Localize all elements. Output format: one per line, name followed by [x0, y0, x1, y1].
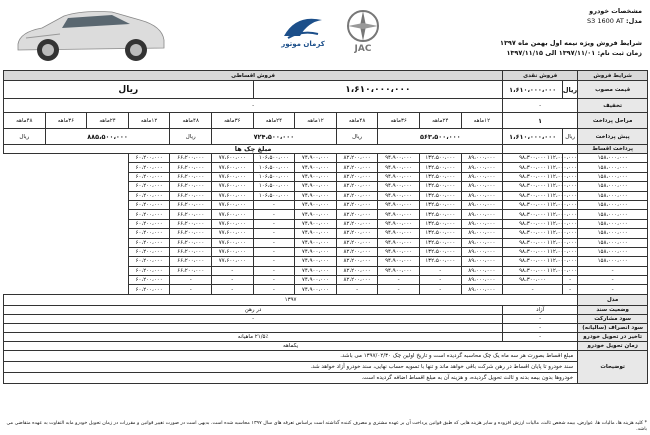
cheque-cell: ۱۱۲،۰۰۰،۰۰۰ — [547, 258, 578, 265]
row-model: مدل — [578, 294, 648, 305]
cheque-cell: ۶۰،۲۰۰،۰۰۰ — [128, 172, 170, 181]
cheque-cell: ۹۸،۳۰۰،۰۰۰ — [503, 191, 563, 200]
cheque-cell: - — [419, 285, 461, 294]
term-cell: ۳۶ماهه — [45, 113, 87, 129]
cheque-cell: ۱۵۸،۰۰۰،۰۰۰ — [578, 210, 648, 219]
cheque-cell: ۱۰۶،۵۰۰،۰۰۰ — [253, 182, 295, 191]
cheque-cell: - — [212, 276, 254, 285]
cash-penalty: - — [503, 323, 578, 332]
cheque-cell: ۷۴،۹۰۰،۰۰۰ — [295, 219, 337, 228]
cheque-cell: ۸۹،۰۰۰،۰۰۰ — [461, 182, 503, 191]
cheque-cell: ۹۸،۳۰۰،۰۰۰ — [503, 238, 563, 247]
cheque-cell: - — [253, 229, 295, 238]
cheque-cell: ۹۸،۳۰۰،۰۰۰ — [503, 182, 563, 191]
cheque-cell: ۷۷،۶۰۰،۰۰۰ — [212, 172, 254, 181]
cheque-cell: ۸۲،۲۰۰،۰۰۰ — [336, 238, 378, 247]
cheque-cell: ۱۵۸،۰۰۰،۰۰۰ — [578, 229, 648, 238]
term-cell: ۱۲ماهه — [295, 113, 337, 129]
cheque-cell: ۱۳۲،۵۰۰،۰۰۰ — [419, 247, 461, 256]
cheque-cell: - — [419, 266, 461, 275]
cheque-cell: ۹۴،۹۰۰،۰۰۰ — [378, 219, 420, 228]
cheque-cell: ۷۷،۶۰۰،۰۰۰ — [212, 154, 254, 163]
cheque-cell: ۱۳۲،۵۰۰،۰۰۰ — [419, 229, 461, 238]
cheque-cell: ۸۹،۰۰۰،۰۰۰ — [461, 210, 503, 219]
header — [0, 0, 650, 70]
cheque-cell: ۷۷،۶۰۰،۰۰۰ — [212, 229, 254, 238]
row-payment-stages: مراحل پرداخت — [578, 113, 648, 129]
cheque-cell: ۶۶،۲۰۰،۰۰۰ — [170, 257, 212, 266]
cheque-cell: - — [170, 285, 212, 294]
term-cell: ۲۴ماهه — [253, 113, 295, 129]
cheque-cell: ۱۵۸،۰۰۰،۰۰۰ — [578, 191, 648, 200]
row-installments: پرداخت اقساط — [578, 145, 648, 154]
cheque-cell: ۹۴،۹۰۰،۰۰۰ — [378, 247, 420, 256]
cheque-cell: ۱۳۲،۵۰۰،۰۰۰ — [419, 200, 461, 209]
cheque-cell: ۱۳۲،۵۰۰،۰۰۰ — [419, 182, 461, 191]
cheque-cell: ۹۸،۳۰۰،۰۰۰ — [503, 266, 563, 275]
cheque-cell: ۹۴،۹۰۰،۰۰۰ — [378, 172, 420, 181]
cheque-cell: ۷۷،۶۰۰،۰۰۰ — [212, 247, 254, 256]
cheque-cell: ۸۲،۲۰۰،۰۰۰ — [336, 276, 378, 285]
cheque-cell: ۹۸،۳۰۰،۰۰۰ — [503, 247, 563, 256]
cheque-cell: ۸۲،۲۰۰،۰۰۰ — [336, 247, 378, 256]
term-cell: ۲۴ماهه — [419, 113, 461, 129]
inst-prepay-1: ۵۶۳،۵۰۰،۰۰۰ — [378, 129, 503, 145]
cheque-cell: - — [253, 210, 295, 219]
cheque-cell: ۹۴،۹۰۰،۰۰۰ — [378, 266, 420, 275]
cheque-cell: ۹۴،۹۰۰،۰۰۰ — [378, 200, 420, 209]
cheque-cell: ۶۰،۲۰۰،۰۰۰ — [128, 191, 170, 200]
cheque-cell: ۹۴،۹۰۰،۰۰۰ — [378, 182, 420, 191]
cheque-row — [4, 163, 648, 172]
cheque-cell: ۶۰،۲۰۰،۰۰۰ — [128, 238, 170, 247]
note-line: سند خودرو تا پایان اقساط در رهن شرکت باقی خواهد ماند و تنها با تسویه حساب نهایی، سند خودرو آزاد خواهد شد. — [4, 361, 578, 372]
cheque-row — [4, 229, 648, 238]
cheque-cell: ۱۳۲،۵۰۰،۰۰۰ — [419, 154, 461, 163]
cheque-cell: ۱۱۲،۰۰۰،۰۰۰ — [547, 220, 578, 227]
model-label: مدل: — [625, 17, 642, 25]
cheque-cell: - — [253, 276, 295, 285]
cheque-row — [4, 154, 648, 163]
cheque-cell: ۱۳۲،۵۰۰،۰۰۰ — [419, 172, 461, 181]
term-cell: ۴۸ماهه — [170, 113, 212, 129]
cheque-cell: ۸۹،۰۰۰،۰۰۰ — [461, 238, 503, 247]
term-cell: ۳۶ماهه — [212, 113, 254, 129]
inst-penalty — [4, 323, 503, 332]
cheque-cell: ۷۷،۶۰۰،۰۰۰ — [212, 238, 254, 247]
cheque-cell: ۱۱۲،۰۰۰،۰۰۰ — [547, 155, 578, 162]
row-approved-price: قیمت مصوب — [578, 81, 648, 99]
cheque-cell: ۸۲،۲۰۰،۰۰۰ — [336, 257, 378, 266]
cheque-cell: ۶۶،۲۰۰،۰۰۰ — [170, 229, 212, 238]
cheque-cell: ۱۱۲،۰۰۰،۰۰۰ — [547, 249, 578, 256]
cheque-row — [4, 266, 648, 275]
cheque-row — [4, 219, 648, 228]
cheque-cell: ۷۷،۶۰۰،۰۰۰ — [212, 200, 254, 209]
cheque-cell: ۸۹،۰۰۰،۰۰۰ — [461, 247, 503, 256]
cheque-cell: ۹۸،۳۰۰،۰۰۰ — [503, 219, 563, 228]
kerman-motor-text: کرمان موتور — [281, 40, 325, 48]
cheque-cell: ۱۵۸،۰۰۰،۰۰۰ — [578, 200, 648, 209]
cheque-cell: ۱۱۲،۰۰۰،۰۰۰ — [547, 164, 578, 171]
cheque-cell: ۹۸،۳۰۰،۰۰۰ — [503, 154, 563, 163]
cheque-cell: ۸۲،۲۰۰،۰۰۰ — [336, 266, 378, 275]
cheque-row — [4, 191, 648, 200]
cheque-cell: ۱۳۲،۵۰۰،۰۰۰ — [419, 219, 461, 228]
cheque-row — [4, 276, 648, 285]
cheque-cell: ۸۹،۰۰۰،۰۰۰ — [461, 219, 503, 228]
cheque-row — [4, 210, 648, 219]
cheque-cell: ۱۰۶،۵۰۰،۰۰۰ — [253, 172, 295, 181]
cheque-cell: - — [378, 276, 420, 285]
cheque-cell: ۱۳۲،۵۰۰،۰۰۰ — [419, 238, 461, 247]
cheque-cell: ۱۱۲،۰۰۰،۰۰۰ — [547, 230, 578, 237]
cheque-cell: ۶۰،۲۰۰،۰۰۰ — [128, 285, 170, 294]
conditions-title: شرایط فروش ویژه نیمه اول بهمن ماه ۱۳۹۷ — [500, 39, 642, 47]
cheque-cell: ۱۰۶،۵۰۰،۰۰۰ — [253, 154, 295, 163]
cash-doc: آزاد — [503, 305, 578, 314]
cheque-cell: ۹۴،۹۰۰،۰۰۰ — [378, 154, 420, 163]
cheque-cell: ۶۰،۲۰۰،۰۰۰ — [128, 266, 170, 275]
cheque-cell: ۹۸،۳۰۰،۰۰۰ — [503, 257, 563, 266]
cheque-cell: ۸۲،۲۰۰،۰۰۰ — [336, 172, 378, 181]
cheque-cell: - — [212, 285, 254, 294]
cheque-cell: ۸۹،۰۰۰،۰۰۰ — [461, 200, 503, 209]
cheque-cell: ۸۹،۰۰۰،۰۰۰ — [461, 276, 503, 285]
cheque-row — [4, 257, 648, 266]
cheque-cell: ۸۹،۰۰۰،۰۰۰ — [461, 172, 503, 181]
cheque-cell: - — [378, 285, 420, 294]
inst-prepay-currency: ریال — [170, 129, 212, 145]
cheque-cell: ۱۳۲،۵۰۰،۰۰۰ — [419, 210, 461, 219]
cheque-cell: ۱۰۶،۵۰۰،۰۰۰ — [253, 163, 295, 172]
cheque-cell: - — [253, 257, 295, 266]
cheque-cell: ۷۴،۹۰۰،۰۰۰ — [295, 182, 337, 191]
cheque-cell: ۶۶،۲۰۰،۰۰۰ — [170, 219, 212, 228]
cheque-cell: ۱۵۸،۰۰۰،۰۰۰ — [578, 219, 648, 228]
cash-stage: ۱ — [503, 113, 578, 129]
cheque-cell: ۷۴،۹۰۰،۰۰۰ — [295, 154, 337, 163]
cheque-row — [4, 200, 648, 209]
cheque-cell: ۶۰،۲۰۰،۰۰۰ — [128, 247, 170, 256]
cheque-cell: ۹۴،۹۰۰،۰۰۰ — [378, 210, 420, 219]
cheque-cell: ۱۵۸،۰۰۰،۰۰۰ — [578, 238, 648, 247]
cheque-cell: - — [336, 285, 378, 294]
cheque-cell: ۷۴،۹۰۰،۰۰۰ — [295, 210, 337, 219]
cheque-cell: ۸۹،۰۰۰،۰۰۰ — [461, 266, 503, 275]
cheque-cell: - — [563, 285, 578, 294]
cheque-row — [4, 182, 648, 191]
inst-profit: - — [4, 314, 503, 323]
inst-doc: در رهن — [4, 305, 503, 314]
cheque-cell: ۹۸،۳۰۰،۰۰۰ — [503, 172, 563, 181]
jac-text: JAC — [354, 44, 372, 54]
inst-prepay-currency: ریال — [336, 129, 378, 145]
col-installment: فروش اقساطی — [4, 71, 503, 81]
cash-prepay-currency: ریال — [563, 129, 578, 145]
cheque-cell: ۸۲،۲۰۰،۰۰۰ — [336, 163, 378, 172]
jac-logo — [340, 6, 386, 52]
inst-prepay-3: ۸۸۵،۵۰۰،۰۰۰ — [45, 129, 170, 145]
cheque-cell: ۱۵۸،۰۰۰،۰۰۰ — [578, 257, 648, 266]
cheque-title: مبلغ چک ها — [4, 145, 503, 154]
cheque-cell: ۶۶،۲۰۰،۰۰۰ — [170, 210, 212, 219]
cheque-cell: ۶۶،۲۰۰،۰۰۰ — [170, 182, 212, 191]
cheque-cell: ۱۱۲،۰۰۰،۰۰۰ — [547, 173, 578, 180]
registration-time: زمان ثبت نام: ۱۳۹۷/۱۱/۰۱ الی ۱۳۹۷/۱۱/۱۵ — [506, 49, 642, 57]
spec-block — [500, 6, 642, 58]
cheque-cell: ۷۷،۶۰۰،۰۰۰ — [212, 163, 254, 172]
cheque-cell: ۶۶،۲۰۰،۰۰۰ — [170, 154, 212, 163]
cash-prepay: ۱،۶۱۰،۰۰۰،۰۰۰ — [503, 129, 563, 145]
row-delivery-time: زمان تحویل خودرو — [578, 341, 648, 350]
col-conditions: شرایط فروش — [578, 71, 648, 81]
cheque-cell: ۱۵۸،۰۰۰،۰۰۰ — [578, 154, 648, 163]
price-table — [3, 70, 648, 384]
model-value: S3 1600 AT — [587, 17, 624, 25]
cheque-cell: ۶۶،۲۰۰،۰۰۰ — [170, 200, 212, 209]
col-cash: فروش نقدی — [503, 71, 578, 81]
cheque-cell: ۷۴،۹۰۰،۰۰۰ — [295, 266, 337, 275]
cheque-cell: ۸۹،۰۰۰،۰۰۰ — [461, 229, 503, 238]
cheque-cell: ۷۴،۹۰۰،۰۰۰ — [295, 285, 337, 294]
cheque-cell: ۱۵۸،۰۰۰،۰۰۰ — [578, 172, 648, 181]
cheque-cell: ۸۹،۰۰۰،۰۰۰ — [461, 285, 503, 294]
row-partnership-profit: سود مشارکت — [578, 314, 648, 323]
cheque-cell: ۱۵۸،۰۰۰،۰۰۰ — [578, 163, 648, 172]
cheque-cell: ۷۴،۹۰۰،۰۰۰ — [295, 247, 337, 256]
row-discount: تخفیف — [578, 99, 648, 113]
cheque-cell: ۷۷،۶۰۰،۰۰۰ — [212, 219, 254, 228]
cheque-cell: ۶۰،۲۰۰،۰۰۰ — [128, 182, 170, 191]
cheque-cell: ۶۶،۲۰۰،۰۰۰ — [170, 238, 212, 247]
footer-note: * کلیه هزینه ها، مالیات ها، عوارض، بیمه شخص ثالث، مالیات ارزش افزوده و سایر هزینه هایی که طبق قوانین پرداخت آن بر عهده مشتری و مصرف کننده گذاشته است براساس تعرفه های سال ۱۳۹۷ محاسبه شده است. بدیهی است در صورت تغییر قوانین و مقررات در زمان تحویل خودرو مابه التفاوت به عهده متقاضی می باشد. — [6, 421, 647, 432]
inst-delay: ۲۱/۵٪ ماهیانه — [4, 332, 503, 341]
cheque-cell: ۷۷،۶۰۰،۰۰۰ — [212, 191, 254, 200]
cheque-cell: ۶۶،۲۰۰،۰۰۰ — [170, 172, 212, 181]
cheque-cell: ۷۷،۶۰۰،۰۰۰ — [212, 182, 254, 191]
cheque-cell: ۹۸،۳۰۰،۰۰۰ — [503, 210, 563, 219]
cheque-cell: ۶۰،۲۰۰،۰۰۰ — [128, 163, 170, 172]
cheque-cell: ۱۳۲،۵۰۰،۰۰۰ — [419, 191, 461, 200]
cheque-cell: ۸۲،۲۰۰،۰۰۰ — [336, 229, 378, 238]
row-prepayment: پیش پرداخت — [578, 129, 648, 145]
cash-currency: ریال — [563, 81, 578, 99]
cheque-cell: ۱۰۶،۵۰۰،۰۰۰ — [253, 191, 295, 200]
term-cell: ۱۲ماهه — [128, 113, 170, 129]
cheque-cell: ۶۰،۲۰۰،۰۰۰ — [128, 219, 170, 228]
note-line: خودروها بدون بیمه بدنه و ثالث تحویل گردیده، و هزینه آن به مبلغ اقساط اضافه گردیده است. — [4, 372, 578, 383]
cheque-cell: - — [253, 247, 295, 256]
cheque-cell: ۶۰،۲۰۰،۰۰۰ — [128, 229, 170, 238]
cheque-cell: ۹۸،۳۰۰،۰۰۰ — [503, 276, 563, 285]
cheque-cell: ۱۵۸،۰۰۰،۰۰۰ — [578, 247, 648, 256]
cheque-cell: ۹۴،۹۰۰،۰۰۰ — [378, 191, 420, 200]
cheque-cell: ۹۸،۳۰۰،۰۰۰ — [503, 200, 563, 209]
cash-profit: - — [503, 314, 578, 323]
cheque-cell: ۶۰،۲۰۰،۰۰۰ — [128, 257, 170, 266]
cash-price: ۱،۶۱۰،۰۰۰،۰۰۰ — [503, 81, 563, 99]
cheque-cell: ۱۱۲،۰۰۰،۰۰۰ — [547, 239, 578, 246]
cheque-cell: ۱۵۸،۰۰۰،۰۰۰ — [578, 182, 648, 191]
cheque-cell: - — [253, 266, 295, 275]
inst-currency: ریال — [4, 81, 254, 99]
term-cell: ۱۲ماهه — [461, 113, 503, 129]
cheque-cell: ۹۸،۳۰۰،۰۰۰ — [503, 229, 563, 238]
cheque-cell: ۷۷،۶۰۰،۰۰۰ — [212, 257, 254, 266]
cheque-row — [4, 238, 648, 247]
cheque-cell: ۷۴،۹۰۰،۰۰۰ — [295, 172, 337, 181]
cash-delay: - — [503, 332, 578, 341]
cheque-cell: ۶۶،۲۰۰،۰۰۰ — [170, 191, 212, 200]
cheque-row — [4, 247, 648, 256]
cheque-row — [4, 172, 648, 181]
cheque-cell: ۶۰،۲۰۰،۰۰۰ — [128, 154, 170, 163]
cheque-cell: ۱۳۲،۵۰۰،۰۰۰ — [419, 257, 461, 266]
cheque-cell: ۷۴،۹۰۰،۰۰۰ — [295, 276, 337, 285]
cheque-cell: - — [578, 266, 648, 275]
cheque-cell: ۸۲،۲۰۰،۰۰۰ — [336, 219, 378, 228]
cheque-cell: - — [170, 276, 212, 285]
cheque-cell: ۹۸،۳۰۰،۰۰۰ — [503, 163, 563, 172]
cheque-cell: - — [253, 200, 295, 209]
row-delay-penalty: سود انصراف (سالیانه) — [578, 323, 648, 332]
term-cell: ۲۴ماهه — [87, 113, 129, 129]
inst-price: ۱،۶۱۰،۰۰۰،۰۰۰ — [253, 81, 503, 99]
cheque-cell: - — [212, 266, 254, 275]
cheque-cell: ۱۱۲،۰۰۰،۰۰۰ — [547, 211, 578, 218]
cheque-cell: ۶۶،۲۰۰،۰۰۰ — [170, 266, 212, 275]
cheque-cell: ۶۶،۲۰۰،۰۰۰ — [170, 247, 212, 256]
cheque-cell: ۷۴،۹۰۰،۰۰۰ — [295, 163, 337, 172]
cheque-row — [4, 285, 648, 294]
cheque-cell: ۹۴،۹۰۰،۰۰۰ — [378, 229, 420, 238]
inst-discount: - — [4, 99, 503, 113]
cheque-cell: ۷۴،۹۰۰،۰۰۰ — [295, 229, 337, 238]
cheque-cell: ۶۰،۲۰۰،۰۰۰ — [128, 276, 170, 285]
cheque-cell: ۸۹،۰۰۰،۰۰۰ — [461, 163, 503, 172]
cheque-cell: ۹۴،۹۰۰،۰۰۰ — [378, 238, 420, 247]
cheque-cell: ۷۴،۹۰۰،۰۰۰ — [295, 238, 337, 247]
cheque-cell: ۸۲،۲۰۰،۰۰۰ — [336, 200, 378, 209]
cheque-cell: - — [253, 285, 295, 294]
cheque-cell: ۱۱۲،۰۰۰،۰۰۰ — [547, 183, 578, 190]
cheque-cell: ۱۱۲،۰۰۰،۰۰۰ — [547, 267, 578, 274]
cheque-cell: ۶۶،۲۰۰،۰۰۰ — [170, 163, 212, 172]
cheque-cell: - — [503, 285, 563, 294]
row-doc-status: وضعیت سند — [578, 305, 648, 314]
cheque-cell: ۱۱۲،۰۰۰،۰۰۰ — [547, 192, 578, 199]
cheque-cell: ۶۰،۲۰۰،۰۰۰ — [128, 200, 170, 209]
cheque-cell: ۶۰،۲۰۰،۰۰۰ — [128, 210, 170, 219]
inst-prepay-2: ۷۲۴،۵۰۰،۰۰۰ — [212, 129, 337, 145]
cheque-cell: ۸۹،۰۰۰،۰۰۰ — [461, 257, 503, 266]
cheque-cell: ۸۲،۲۰۰،۰۰۰ — [336, 210, 378, 219]
cheque-cell: ۹۴،۹۰۰،۰۰۰ — [378, 257, 420, 266]
cheque-cell: ۷۴،۹۰۰،۰۰۰ — [295, 200, 337, 209]
cheque-cell: - — [578, 285, 648, 294]
cheque-cell: ۷۷،۶۰۰،۰۰۰ — [212, 210, 254, 219]
cheque-cell: ۸۲،۲۰۰،۰۰۰ — [336, 182, 378, 191]
delivery-time: یکماهه — [4, 341, 578, 350]
cheque-cell: ۷۴،۹۰۰،۰۰۰ — [295, 257, 337, 266]
cheque-cell: - — [253, 238, 295, 247]
term-cell: ۴۸ماهه — [4, 113, 46, 129]
model-year: ۱۳۹۷ — [4, 294, 578, 305]
company-title: مشخصات خودرو — [589, 7, 642, 15]
row-delivery-delay: تاخیر در تحویل خودرو — [578, 332, 648, 341]
cheque-cell: - — [419, 276, 461, 285]
term-cell: ۴۸ماهه — [336, 113, 378, 129]
car-image — [12, 4, 170, 66]
inst-prepay-currency: ریال — [4, 129, 46, 145]
cheque-cell: ۹۴،۹۰۰،۰۰۰ — [378, 163, 420, 172]
cheque-cell: ۱۱۲،۰۰۰،۰۰۰ — [547, 202, 578, 209]
cheque-cell: - — [563, 276, 578, 285]
note-line: مبلغ اقساط بصورت هر سه ماه یک چک محاسبه گردیده است و تاریخ اولین چک ۱۳۹۷/۰۲/۳۰ می باشد. — [4, 350, 578, 361]
cash-installments-empty — [503, 145, 578, 154]
row-notes: توضیحات — [578, 350, 648, 383]
cheque-cell: - — [253, 219, 295, 228]
term-cell: ۳۶ماهه — [378, 113, 420, 129]
cheque-cell: - — [578, 276, 648, 285]
cheque-cell: ۸۹،۰۰۰،۰۰۰ — [461, 154, 503, 163]
cash-discount: - — [503, 99, 578, 113]
cheque-cell: ۸۲،۲۰۰،۰۰۰ — [336, 154, 378, 163]
cheque-cell: ۷۴،۹۰۰،۰۰۰ — [295, 191, 337, 200]
cheque-cell: ۸۹،۰۰۰،۰۰۰ — [461, 191, 503, 200]
cheque-cell: ۸۲،۲۰۰،۰۰۰ — [336, 191, 378, 200]
cheque-cell: ۱۳۲،۵۰۰،۰۰۰ — [419, 163, 461, 172]
